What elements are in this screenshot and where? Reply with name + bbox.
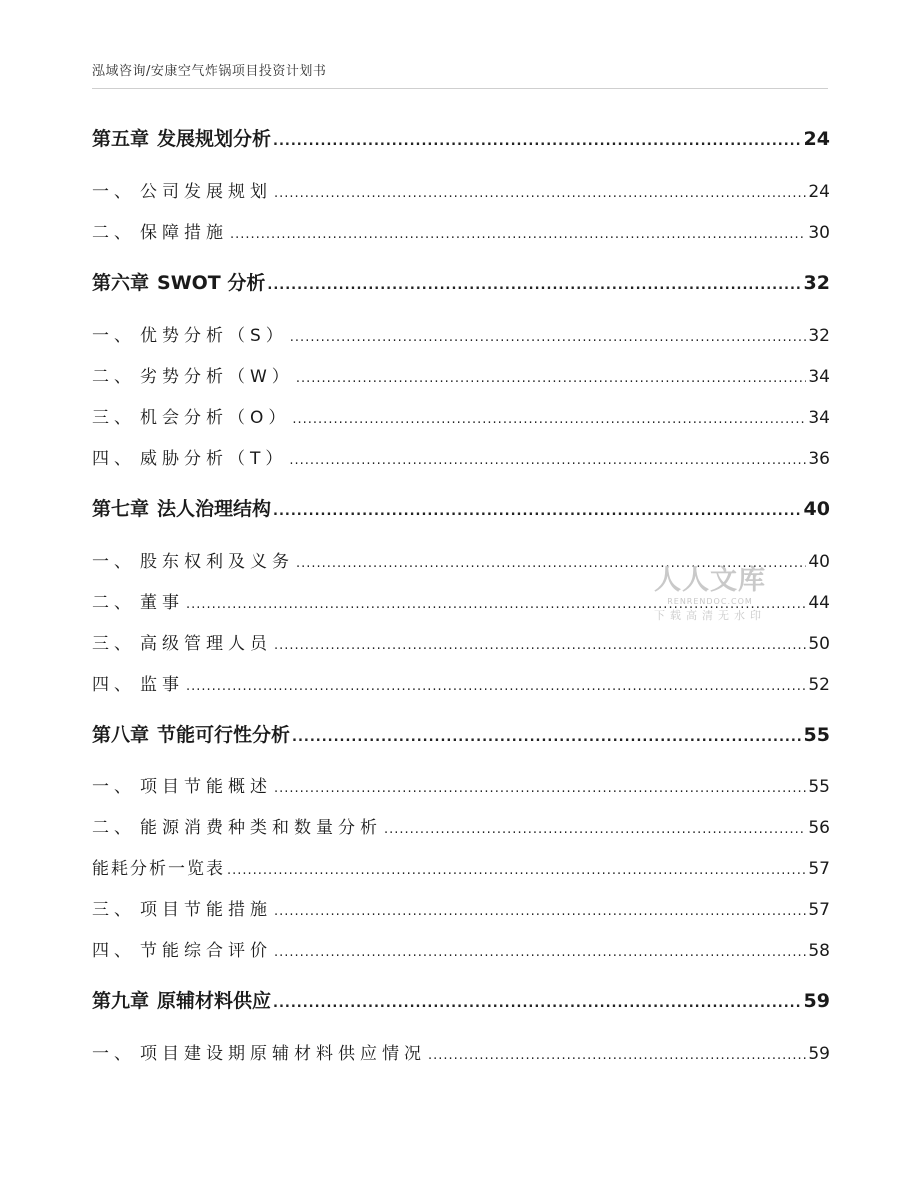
toc-page-number: 24 bbox=[808, 182, 830, 202]
toc-section-title: 项目节能概述 bbox=[140, 777, 272, 797]
toc-section[interactable] bbox=[92, 547, 830, 572]
toc-chapter[interactable] bbox=[92, 986, 830, 1013]
toc-section-number: 三、 bbox=[92, 408, 136, 428]
toc-section-number: 四、 bbox=[92, 449, 136, 469]
toc-section-number: 一、 bbox=[92, 326, 136, 346]
toc-section-number: 一、 bbox=[92, 552, 136, 572]
toc-page-number: 59 bbox=[808, 1044, 830, 1064]
toc-section-title: 公司发展规划 bbox=[140, 182, 272, 202]
toc-page-number: 44 bbox=[808, 593, 830, 613]
toc-leader-dots bbox=[384, 822, 806, 837]
toc-section-title: 能耗分析一览表 bbox=[92, 859, 225, 879]
toc-section[interactable] bbox=[92, 936, 830, 961]
toc-leader-dots bbox=[290, 330, 806, 345]
toc-chapter-number: 第七章 bbox=[92, 498, 150, 520]
toc-leader-dots bbox=[428, 1048, 806, 1063]
toc-section-title: 高级管理人员 bbox=[140, 634, 272, 654]
toc-leader-dots bbox=[274, 904, 806, 919]
toc-section-number: 三、 bbox=[92, 900, 136, 920]
toc-leader-dots bbox=[186, 679, 806, 694]
watermark-subtitle: 下载高清无水印 bbox=[654, 609, 766, 622]
toc-chapter-number: 第八章 bbox=[92, 724, 150, 746]
toc-leader-dots bbox=[273, 996, 802, 1011]
toc-page-number: 32 bbox=[803, 272, 830, 294]
toc-section[interactable] bbox=[92, 895, 830, 920]
toc-chapter-title: 节能可行性分析 bbox=[157, 724, 291, 746]
toc-section[interactable] bbox=[92, 321, 830, 346]
toc-section-title: 监事 bbox=[140, 675, 184, 695]
toc-section[interactable] bbox=[92, 403, 830, 428]
toc-section-table[interactable] bbox=[92, 854, 830, 879]
toc-section-title: 优势分析（S） bbox=[140, 326, 288, 346]
toc-section-title: 项目节能措施 bbox=[140, 900, 272, 920]
toc-chapter-title: SWOT 分析 bbox=[157, 272, 266, 294]
toc-leader-dots bbox=[230, 227, 806, 242]
toc-section-number: 三、 bbox=[92, 634, 136, 654]
toc-page-number: 34 bbox=[808, 408, 830, 428]
toc-page-number: 36 bbox=[808, 449, 830, 469]
toc-section[interactable] bbox=[92, 444, 830, 469]
toc-section[interactable] bbox=[92, 772, 830, 797]
watermark-domain: RENRENDOC.COM bbox=[667, 597, 753, 606]
toc-chapter[interactable] bbox=[92, 720, 830, 747]
toc-page-number: 40 bbox=[808, 552, 830, 572]
watermark-title: 人人文库 bbox=[654, 565, 766, 596]
toc-chapter[interactable] bbox=[92, 494, 830, 521]
toc-page-number: 58 bbox=[808, 941, 830, 961]
toc-section[interactable] bbox=[92, 588, 830, 613]
toc-page-number: 59 bbox=[803, 990, 830, 1012]
toc-leader-dots bbox=[289, 453, 806, 468]
toc-section-number: 一、 bbox=[92, 182, 136, 202]
toc-page-number: 55 bbox=[803, 724, 830, 746]
toc-chapter-number: 第六章 bbox=[92, 272, 150, 294]
toc-leader-dots bbox=[186, 597, 806, 612]
toc-section-title: 劣势分析（W） bbox=[140, 367, 294, 387]
toc-leader-dots bbox=[296, 371, 806, 386]
toc-leader-dots bbox=[274, 186, 806, 201]
toc-page-number: 32 bbox=[808, 326, 830, 346]
toc-section-title: 股东权利及义务 bbox=[140, 552, 294, 572]
toc-section-number: 四、 bbox=[92, 675, 136, 695]
toc-page-number: 40 bbox=[803, 498, 830, 520]
toc-page-number: 56 bbox=[808, 818, 830, 838]
toc-chapter-title: 法人治理结构 bbox=[157, 498, 272, 520]
toc-chapter-number: 第九章 bbox=[92, 990, 150, 1012]
toc-chapter-title: 发展规划分析 bbox=[157, 128, 272, 150]
toc-section[interactable] bbox=[92, 670, 830, 695]
toc-leader-dots bbox=[227, 863, 806, 878]
toc-chapter[interactable] bbox=[92, 268, 830, 295]
toc-leader-dots bbox=[296, 556, 806, 571]
toc-section-number: 一、 bbox=[92, 777, 136, 797]
toc-page-number: 57 bbox=[808, 900, 830, 920]
toc-section[interactable] bbox=[92, 1039, 830, 1064]
toc-section[interactable] bbox=[92, 629, 830, 654]
toc-section-title: 能源消费种类和数量分析 bbox=[140, 818, 382, 838]
toc-section-number: 二、 bbox=[92, 593, 136, 613]
toc-section[interactable] bbox=[92, 362, 830, 387]
header-divider bbox=[92, 88, 828, 89]
toc-page-number: 52 bbox=[808, 675, 830, 695]
toc-section-number: 一、 bbox=[92, 1044, 136, 1064]
toc-section-title: 保障措施 bbox=[140, 223, 228, 243]
toc-page-number: 55 bbox=[808, 777, 830, 797]
toc-chapter-number: 第五章 bbox=[92, 128, 150, 150]
running-header: 泓域咨询/安康空气炸锅项目投资计划书 bbox=[92, 64, 327, 79]
toc-leader-dots bbox=[267, 278, 801, 293]
toc-leader-dots bbox=[274, 638, 806, 653]
toc-leader-dots bbox=[273, 134, 802, 149]
toc-page-number: 50 bbox=[808, 634, 830, 654]
toc-section-title: 威胁分析（T） bbox=[140, 449, 288, 469]
toc-page-number: 57 bbox=[808, 859, 830, 879]
toc-page-number: 34 bbox=[808, 367, 830, 387]
toc-section[interactable] bbox=[92, 218, 830, 243]
toc-section-number: 四、 bbox=[92, 941, 136, 961]
toc-section-number: 二、 bbox=[92, 223, 136, 243]
toc-section-title: 机会分析（O） bbox=[140, 408, 291, 428]
toc-leader-dots bbox=[292, 412, 806, 427]
toc-section-number: 二、 bbox=[92, 367, 136, 387]
toc-section-title: 董事 bbox=[140, 593, 184, 613]
toc-section-title: 项目建设期原辅材料供应情况 bbox=[140, 1044, 426, 1064]
toc-page-number: 30 bbox=[808, 223, 830, 243]
toc-leader-dots bbox=[274, 945, 806, 960]
toc-leader-dots bbox=[273, 504, 802, 519]
toc-leader-dots bbox=[274, 781, 806, 796]
toc-section-number: 二、 bbox=[92, 818, 136, 838]
toc-leader-dots bbox=[292, 730, 802, 745]
toc-chapter-title: 原辅材料供应 bbox=[157, 990, 272, 1012]
toc-section-title: 节能综合评价 bbox=[140, 941, 272, 961]
toc-chapter[interactable] bbox=[92, 124, 830, 151]
toc-page-number: 24 bbox=[803, 128, 830, 150]
toc-section[interactable] bbox=[92, 177, 830, 202]
toc-section[interactable] bbox=[92, 813, 830, 838]
